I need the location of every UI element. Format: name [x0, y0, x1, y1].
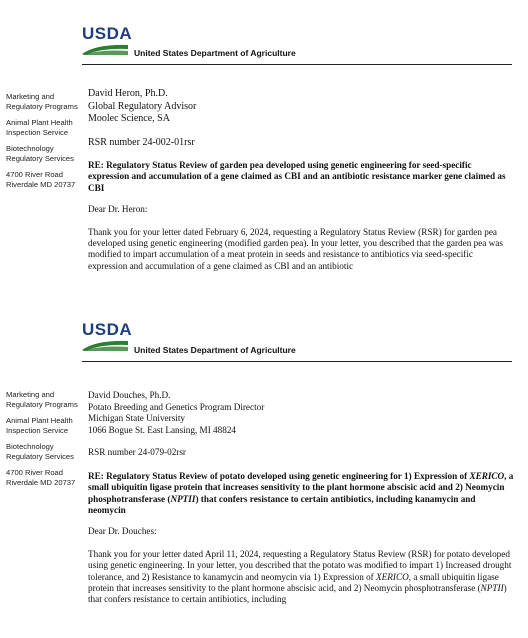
sidebar-agency-brs: Biotechnology Regulatory Services: [6, 442, 74, 461]
sidebar-address: 4700 River Road Riverdale MD 20737: [6, 170, 76, 189]
sidebar: [6, 92, 80, 196]
sidebar-agency-brs: Biotechnology Regulatory Services: [6, 144, 74, 163]
recipient-block: [88, 390, 514, 436]
recipient-org: Moolec Science, SA: [88, 113, 170, 124]
subject-line: [88, 471, 514, 517]
usda-swoosh-icon: [82, 339, 128, 351]
letter-body: [88, 390, 514, 606]
salutation: Dear Dr. Heron:: [88, 204, 148, 215]
body-text-1: Thank you for your letter dated April 11, 2024, requesting a Regulatory Status Review (RSR) for potato developed using genetic engineering. In your letter, you described that the potato was modified to impart 1) Increased drought tolerance, and 2) Resistance to kanamycin and neomycin via 1) Expression of: [88, 548, 512, 582]
header-divider: [82, 64, 512, 65]
recipient-title: Potato Breeding and Genetics Program Director: [88, 401, 265, 412]
usda-logo-text: USDA: [82, 320, 133, 339]
recipient-name: David Douches, Ph.D.: [88, 390, 171, 400]
department-name: United States Department of Agriculture: [134, 48, 296, 58]
gene-name-xerico: XERICO: [469, 470, 505, 481]
subject-line: RE: Regulatory Status Review of garden pea developed using genetic engineering for seed-specific expression and accumulation of a gene claimed as CBI and an antibiotic resistance marker gene claimed as CBI: [88, 159, 506, 193]
sidebar-agency-aphis: Animal Plant Health Inspection Service: [6, 118, 73, 137]
sidebar-agency-marketing: Marketing and Regulatory Programs: [6, 92, 78, 111]
letter-page-1: [0, 0, 528, 290]
body-paragraph: Thank you for your letter dated February 6, 2024, requesting a Regulatory Status Review (RSR) for garden pea developed using genetic engineering (modified garden pea). In your letter, you described that the garden pea was modified to impart accumulation of a meat protein in seeds and resistance to antibiotics via seed-specific expression and accumulation of a gene claimed as CBI and an antibiotic: [88, 226, 503, 271]
letter-body: [88, 88, 514, 272]
rsr-number: RSR number 24-079-02rsr: [88, 447, 186, 458]
usda-logo: [82, 24, 133, 55]
gene-name-nptii: NPTII: [480, 583, 504, 594]
rsr-number: RSR number 24-002-01rsr: [88, 136, 195, 148]
subject-text-1: RE: Regulatory Status Review of potato developed using genetic engineering for 1) Expression of: [88, 470, 470, 481]
recipient-name: David Heron, Ph.D.: [88, 88, 168, 99]
sidebar-agency-aphis: Animal Plant Health Inspection Service: [6, 416, 73, 435]
gene-name-xerico: XERICO: [376, 571, 409, 582]
recipient-title: Global Regulatory Advisor: [88, 100, 197, 112]
subject-text-3: ) that confers resistance to certain antibiotics, including kanamycin and neomycin: [88, 493, 476, 515]
usda-logo-text: USDA: [82, 24, 133, 43]
department-name: United States Department of Agriculture: [134, 345, 296, 355]
sidebar-address: 4700 River Road Riverdale MD 20737: [6, 468, 76, 487]
header-divider: [82, 361, 512, 362]
recipient-address: 1066 Bogue St. East Lansing, MI 48824: [88, 424, 237, 435]
salutation: Dear Dr. Douches:: [88, 526, 157, 537]
body-paragraph: [88, 549, 514, 606]
gene-name-nptii: NPTII: [170, 493, 196, 504]
recipient-block: [88, 88, 514, 126]
recipient-org: Michigan State University: [88, 413, 185, 424]
body-text-3: ) that confers resistance to certain antibiotics, including: [88, 583, 507, 605]
subject-text-2: , a small ubiquitin ligase protein that increases sensitivity to the plant hormone abscisic acid and 2) Neomycin phosphotransferase (: [88, 470, 514, 504]
sidebar: [6, 390, 80, 494]
usda-swoosh-icon: [82, 43, 128, 55]
body-text-2: , a small ubiquitin ligase protein that increases sensitivity to the plant hormone abscisic acid, and 2) Neomycin phosphotransferase (: [88, 571, 499, 594]
usda-logo: [82, 320, 133, 351]
letter-page-2: [0, 312, 528, 638]
sidebar-agency-marketing: Marketing and Regulatory Programs: [6, 390, 78, 409]
